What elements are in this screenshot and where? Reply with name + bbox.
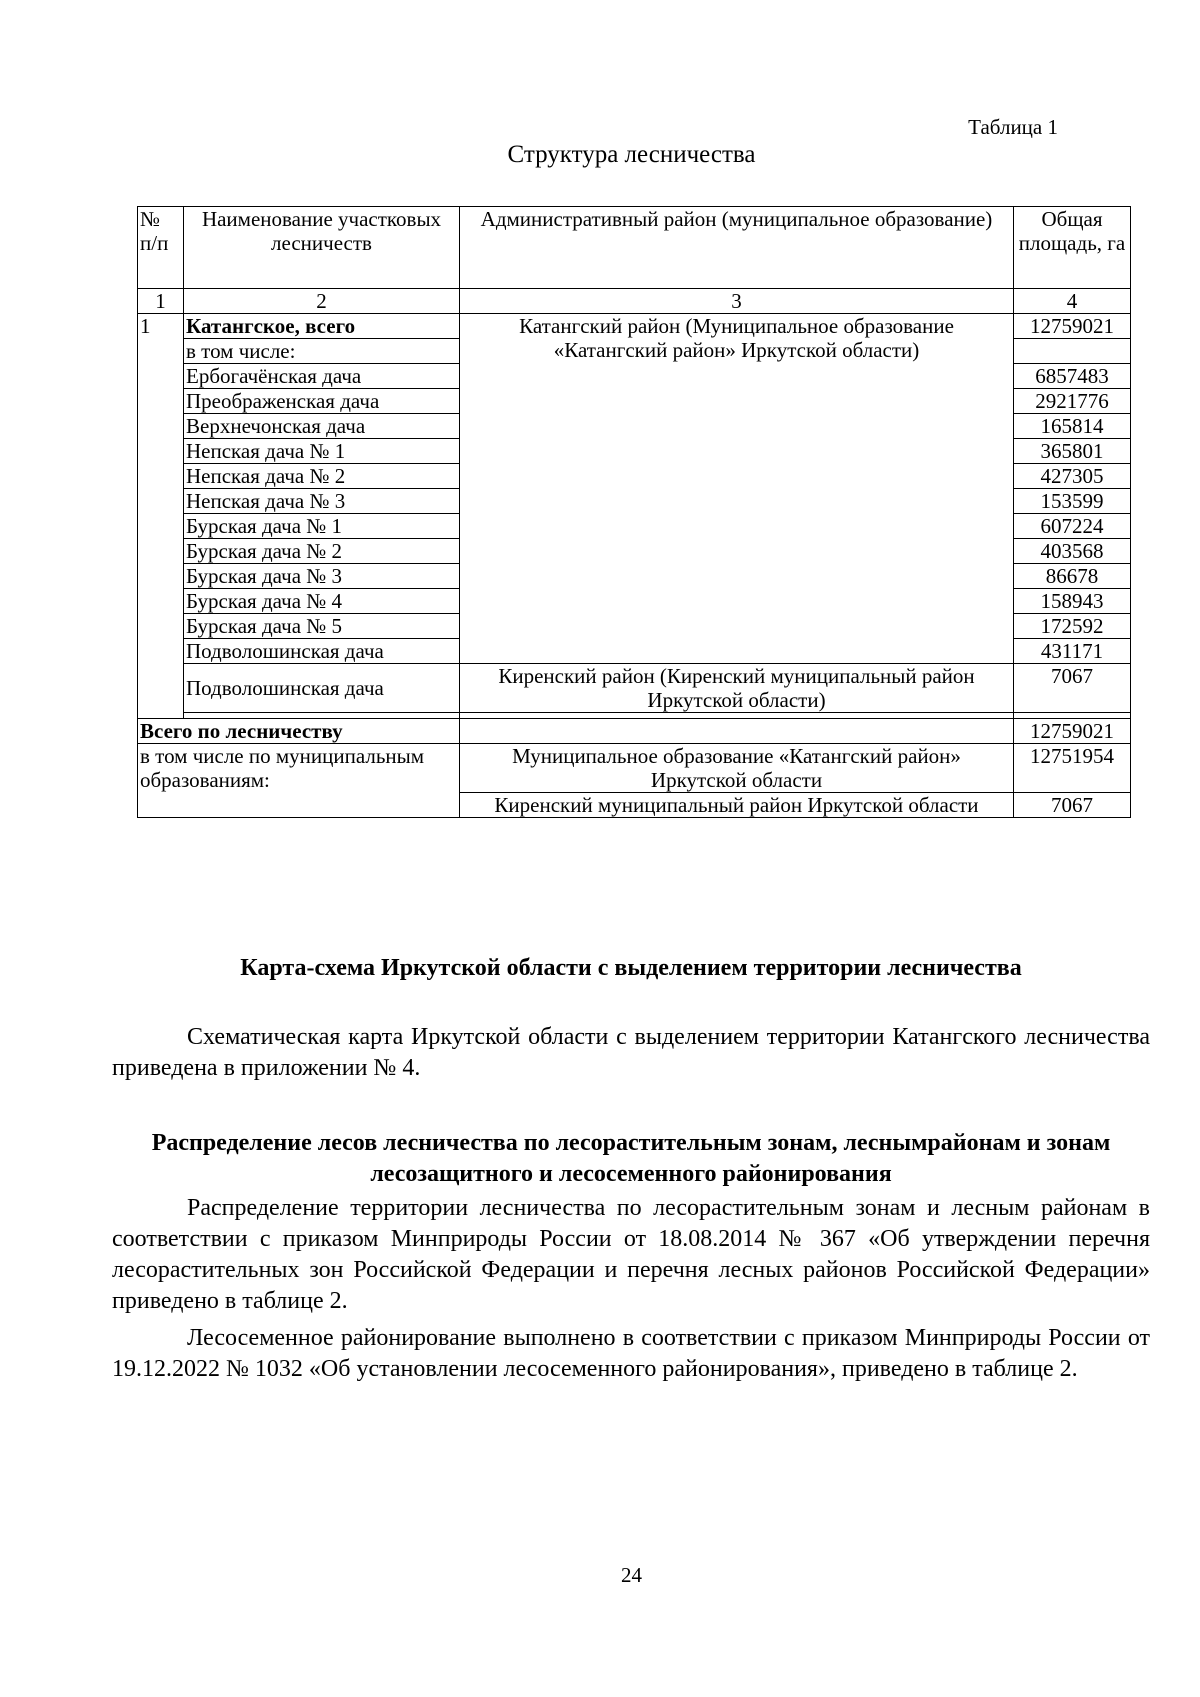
item-name: Бурская дача № 1 — [184, 514, 460, 539]
section-heading: Карта-схема Иркутской области с выделением территории лесничества — [240, 955, 1022, 981]
municipal-area: 12751954 — [1014, 744, 1131, 793]
header-num: № п/п — [138, 207, 184, 289]
col-number: 4 — [1014, 289, 1131, 314]
municipal-area: 7067 — [1014, 793, 1131, 818]
item-name: Преображенская дача — [184, 389, 460, 414]
item-area: 607224 — [1014, 514, 1131, 539]
header-district: Административный район (муниципальное образование) — [460, 207, 1014, 289]
kir-area: 7067 — [1014, 664, 1131, 713]
empty-cell — [1014, 339, 1131, 364]
forestry-structure-table — [137, 206, 1131, 818]
paragraph: Схематическая карта Иркутской области с выделением территории Катангского лесничества приведена в приложении № 4. — [112, 1024, 1150, 1081]
empty-cell — [460, 719, 1014, 744]
item-name: Верхнечонская дача — [184, 414, 460, 439]
item-area: 172592 — [1014, 614, 1131, 639]
table-row — [138, 314, 1131, 339]
municipal-name: Киренский муниципальный район Иркутской области — [460, 793, 1014, 818]
item-name: Ербогачёнская дача — [184, 364, 460, 389]
table-row — [138, 744, 1131, 793]
group-area: 12759021 — [1014, 314, 1131, 339]
item-name: Непская дача № 1 — [184, 439, 460, 464]
paragraph: Лесосеменное районирование выполнено в соответствии с приказом Минприроды России от 19.12.2022 № 1032 «Об установлении лесосеменного районирования», приведено в таблице 2. — [112, 1325, 1150, 1382]
item-name: Подволошинская дача — [184, 639, 460, 664]
item-name: Непская дача № 3 — [184, 489, 460, 514]
col-number: 2 — [184, 289, 460, 314]
item-area: 153599 — [1014, 489, 1131, 514]
item-name: Непская дача № 2 — [184, 464, 460, 489]
item-area: 6857483 — [1014, 364, 1131, 389]
section-heading: Распределение лесов лесничества по лесорастительным зонам, леснымрайонам и зонам лесозащитного и лесосеменного районирования — [151, 1130, 1111, 1187]
col-number: 3 — [460, 289, 1014, 314]
item-name: Бурская дача № 2 — [184, 539, 460, 564]
table-caption: Структура лесничества — [507, 141, 756, 168]
column-number-row — [138, 289, 1131, 314]
item-name: Бурская дача № 3 — [184, 564, 460, 589]
total-area: 12759021 — [1014, 719, 1131, 744]
including-label: в том числе: — [184, 339, 460, 364]
kir-name: Подволошинская дача — [184, 664, 460, 713]
row-number: 1 — [138, 314, 184, 719]
municipal-label: в том числе по муниципальным образованиям: — [138, 744, 460, 818]
group-title: Катангское, всего — [184, 314, 460, 339]
total-row — [138, 719, 1131, 744]
kir-district: Киренский район (Киренский муниципальный район Иркутской области) — [460, 664, 1014, 713]
col-number: 1 — [138, 289, 184, 314]
table-number-label: Таблица 1 — [968, 115, 1058, 139]
item-area: 365801 — [1014, 439, 1131, 464]
item-area: 165814 — [1014, 414, 1131, 439]
header-row — [138, 207, 1131, 289]
total-label: Всего по лесничеству — [138, 719, 460, 744]
group-district: Катангский район (Муниципальное образование «Катангский район» Иркутской области) — [460, 314, 1014, 664]
item-name: Бурская дача № 5 — [184, 614, 460, 639]
item-area: 86678 — [1014, 564, 1131, 589]
item-area: 403568 — [1014, 539, 1131, 564]
header-name: Наименование участковых лесничеств — [184, 207, 460, 289]
item-name: Бурская дача № 4 — [184, 589, 460, 614]
page-number: 24 — [621, 1563, 642, 1587]
header-area: Общая площадь, га — [1014, 207, 1131, 289]
municipal-name: Муниципальное образование «Катангский район» Иркутской области — [460, 744, 1014, 793]
table-row — [138, 664, 1131, 713]
item-area: 2921776 — [1014, 389, 1131, 414]
item-area: 427305 — [1014, 464, 1131, 489]
paragraph: Распределение территории лесничества по лесорастительным зонам и лесным районам в соответствии с приказом Минприроды России от 18.08.2014 № 367 «Об утверждении перечня лесорастительных зон Российской Федерации и перечня лесных районов Российской Федерации» приведено в таблице 2. — [112, 1195, 1150, 1314]
item-area: 158943 — [1014, 589, 1131, 614]
item-area: 431171 — [1014, 639, 1131, 664]
